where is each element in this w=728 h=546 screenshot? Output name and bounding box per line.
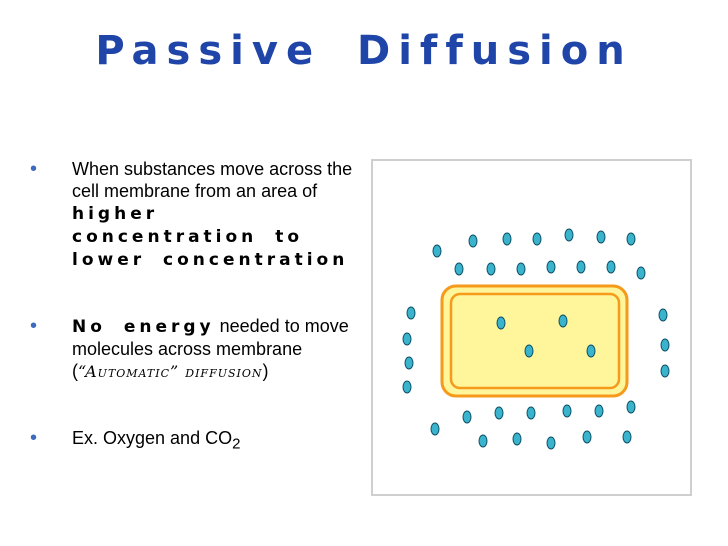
diffusion-svg [373, 161, 690, 494]
bullet-list [30, 158, 360, 456]
molecule-dot [487, 263, 495, 275]
molecule-dot [623, 431, 631, 443]
molecule-dot [659, 309, 667, 321]
molecule-dot [577, 261, 585, 273]
molecule-dot [559, 315, 567, 327]
molecule-dot [455, 263, 463, 275]
molecule-dot [479, 435, 487, 447]
molecule-dot [547, 261, 555, 273]
molecule-dot [583, 431, 591, 443]
bullet-smallcaps-text: “Automatic” diffusion [78, 362, 263, 381]
molecule-dot [595, 405, 603, 417]
molecule-dot [637, 267, 645, 279]
molecule-dot [587, 345, 595, 357]
molecule-dot [565, 229, 573, 241]
bullet-item-definition [30, 158, 360, 271]
bullet-text: When substances move across the cell membrane from an area of [72, 159, 353, 201]
molecule-dot [469, 235, 477, 247]
molecule-dot [517, 263, 525, 275]
molecule-dot [607, 261, 615, 273]
diffusion-diagram [371, 159, 692, 496]
molecule-dot [403, 381, 411, 393]
molecule-dot [431, 423, 439, 435]
paren-open: ( [72, 361, 78, 381]
molecule-dot [405, 357, 413, 369]
paren-close: ) [262, 361, 269, 381]
bullet-icon: • [30, 315, 38, 337]
molecule-dot [547, 437, 555, 449]
molecule-dot [627, 401, 635, 413]
molecule-dot [463, 411, 471, 423]
bullet-text: needed to move molecules across membrane [72, 316, 349, 359]
molecule-dot [503, 233, 511, 245]
bullet-emphasis: No energy [72, 317, 215, 337]
molecule-dot [527, 407, 535, 419]
molecule-dot [513, 433, 521, 445]
slide-title: Passive Diffusion [95, 28, 633, 74]
molecule-dot [497, 317, 505, 329]
bullet-item-energy [30, 315, 360, 383]
bullet-item-example [30, 427, 360, 456]
molecule-dot [525, 345, 533, 357]
bullet-emphasis: higher concentration to lower concentration [72, 204, 349, 270]
bullet-text: Ex. Oxygen and CO [72, 428, 233, 448]
molecule-dot [661, 365, 669, 377]
molecule-dot [403, 333, 411, 345]
molecule-dot [597, 231, 605, 243]
bullet-icon: • [30, 158, 38, 180]
bullet-icon: • [30, 427, 38, 449]
molecule-dot [563, 405, 571, 417]
cell-membrane-inner [451, 294, 619, 388]
molecule-dot [661, 339, 669, 351]
molecule-dot [495, 407, 503, 419]
molecule-dot [433, 245, 441, 257]
bullet-subscript: 2 [232, 435, 241, 453]
molecule-dot [533, 233, 541, 245]
molecule-dot [407, 307, 415, 319]
molecule-dot [627, 233, 635, 245]
